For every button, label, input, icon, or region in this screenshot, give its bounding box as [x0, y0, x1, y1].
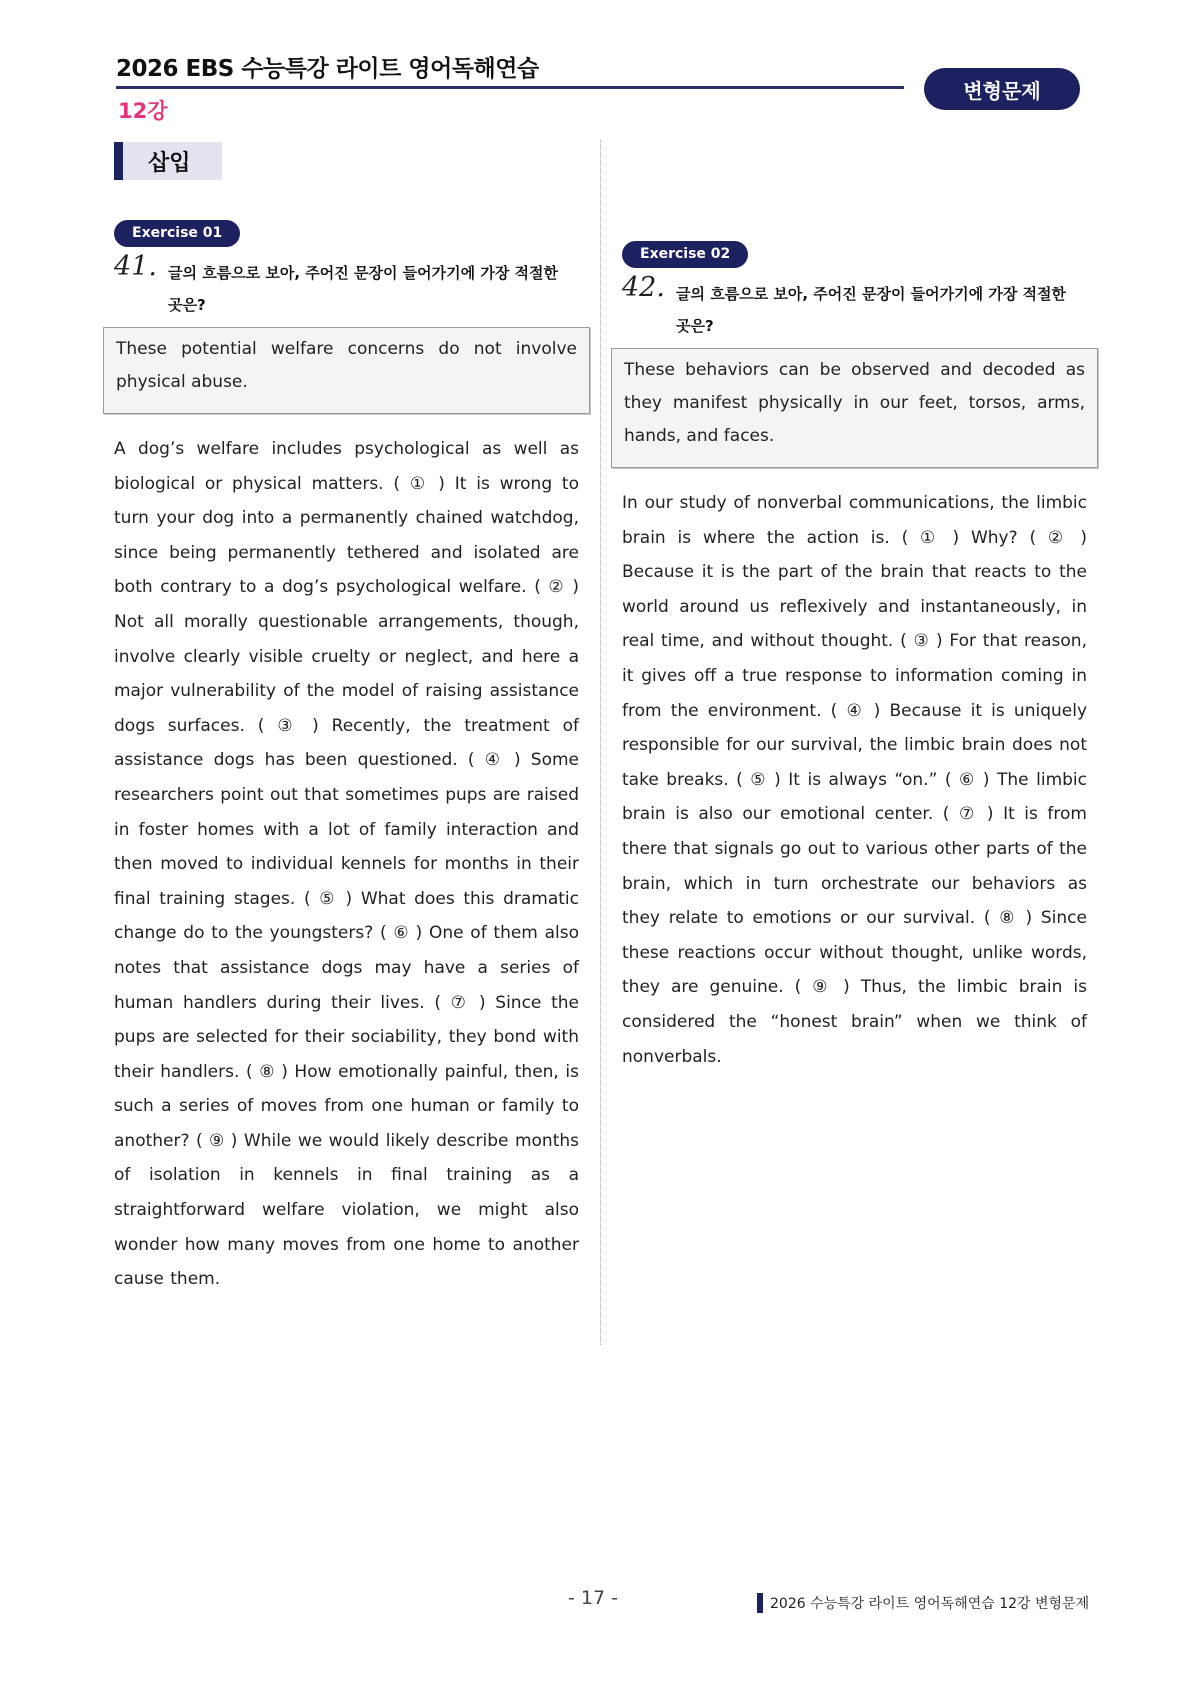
footer-bar [757, 1593, 763, 1613]
question-line-2: 곳은? [168, 296, 206, 314]
header-title: 2026 EBS 수능특강 라이트 영어독해연습 [116, 56, 539, 82]
footer-title [757, 1593, 1089, 1613]
question-line-1: 글의 흐름으로 보아, 주어진 문장이 들어가기에 가장 적절한 [168, 264, 559, 282]
question-text [676, 278, 1098, 342]
question-text [168, 257, 590, 321]
exercise-pill: Exercise 01 [114, 220, 240, 247]
section-tag [114, 142, 222, 180]
section-tag-bar [114, 142, 123, 180]
footer-text: 2026 수능특강 라이트 영어독해연습 12강 변형문제 [770, 1596, 1090, 1612]
column-divider [600, 140, 601, 1345]
question-number: 42. [622, 272, 665, 303]
exercise-02 [611, 241, 1098, 1074]
exercise-pill: Exercise 02 [622, 241, 748, 268]
question [611, 272, 1098, 342]
question-line-2: 곳은? [676, 317, 714, 335]
given-sentence-box: These potential welfare concerns do not involve physical abuse. [103, 327, 590, 414]
passage: In our study of nonverbal communications, the limbic brain is where the action is. ( ① ) Why? ( ② ) Because it is the part of the brain that reacts to the world around us reflexively and instantaneously, in real time, and without thought. ( ③ ) For that reason, it gives off a true response to information coming in from the environment. ( ④ ) Because it is uniquely responsible for our survival, the limbic brain does not take breaks. ( ⑤ ) It is always “on.” ( ⑥ ) The limbic brain is also our emotional center. ( ⑦ ) It is from there that signals go out to various other parts of the brain, which in turn orchestrate our behaviors as they relate to emotions or our survival. ( ⑧ ) Since these reactions occur without thought, unlike words, they are genuine. ( ⑨ ) Thus, the limbic brain is considered the “honest brain” when we think of nonverbals. [622, 493, 1087, 1067]
exercise-01 [103, 220, 590, 1297]
header-line [116, 86, 904, 89]
page-number: - 17 - [568, 1587, 618, 1609]
question-number: 41. [114, 251, 157, 282]
passage: A dog’s welfare includes psychological as well as biological or physical matters. ( ① ) It is wrong to turn your dog into a permanently chained watchdog, since being permanently tethered and isolated are both contrary to a dog’s psychological welfare. ( ② ) Not all morally questionable arrangements, though, involve clearly visible cruelty or neglect, and here a major vulnerability of the model of raising assistance dogs surfaces. ( ③ ) Recently, the treatment of assistance dogs has been questioned. ( ④ ) Some researchers point out that sometimes pups are raised in foster homes with a lot of family interaction and then moved to individual kennels for months in their final training stages. ( ⑤ ) What does this dramatic change do to the youngsters? ( ⑥ ) One of them also notes that assistance dogs may have a series of human handlers during their lives. ( ⑦ ) Since the pups are selected for their sociability, they bond with their handlers. ( ⑧ ) How emotionally painful, then, is such a series of moves from one human or family to another? ( ⑨ ) While we would likely describe months of isolation in kennels in final training as a straightforward welfare violation, we might also wonder how many moves from one home to another cause them. [114, 439, 579, 1290]
given-sentence-box: These behaviors can be observed and decoded as they manifest physically in our feet, torsos, arms, hands, and faces. [611, 348, 1098, 468]
lesson-label: 12강 [118, 99, 168, 123]
question-line-1: 글의 흐름으로 보아, 주어진 문장이 들어가기에 가장 적절한 [676, 285, 1067, 303]
variant-badge: 변형문제 [924, 68, 1080, 110]
section-label: 삽입 [148, 151, 191, 176]
question [103, 251, 590, 321]
